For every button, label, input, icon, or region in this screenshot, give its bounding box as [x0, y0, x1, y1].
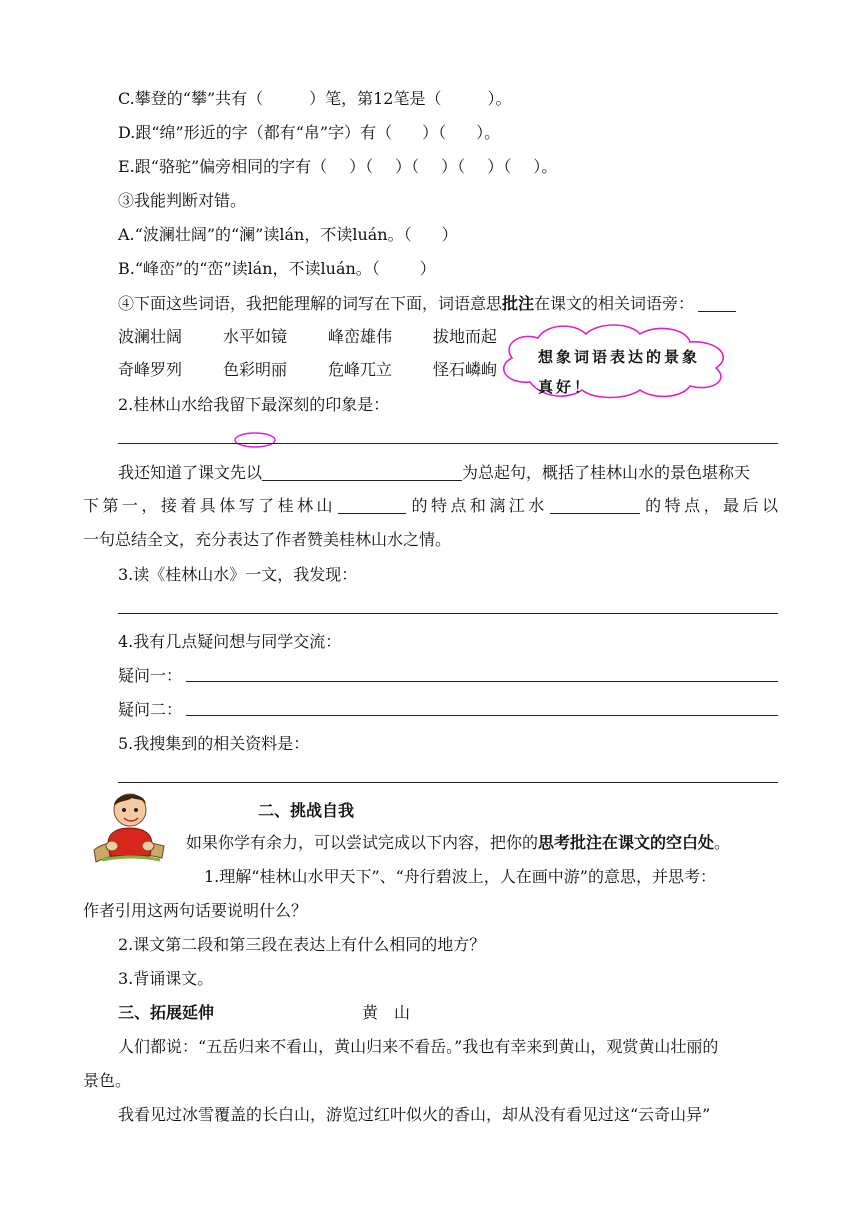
- q3-answer-line[interactable]: [118, 613, 778, 614]
- article-para-2a: 我看见过冰雪覆盖的长白山，游览过红叶似火的香山，却从没有看见过这“云奇山异”: [118, 1105, 711, 1124]
- vocab-row-2: 奇峰罗列 色彩明丽 危峰兀立 怪石嶙峋: [118, 360, 498, 379]
- question-e: E.跟“骆驼”偏旁相同的字有（ ）（ ）（ ）（ ）（ ）。: [118, 157, 558, 176]
- q5-answer-line[interactable]: [118, 782, 778, 783]
- q2-answer-line[interactable]: [118, 443, 778, 444]
- q5-title: 5.我搜集到的相关资料是：: [118, 734, 310, 753]
- cloud-text-box: [508, 342, 734, 396]
- judge-a: A.“波澜壮阔”的“澜”读lán，不读luán。（ ）: [118, 225, 458, 244]
- blank-mountain-feature[interactable]: [338, 495, 406, 514]
- article-para-1b: 景色。: [83, 1071, 132, 1090]
- section-2-item-3: 3.背诵课文。: [118, 969, 214, 988]
- cloud-tail-bubble: [232, 430, 278, 450]
- judge-b: B.“峰峦”的“峦”读lán，不读luán。（ ）: [118, 259, 436, 278]
- vocab-intro: ④下面这些词语，我把能理解的词写在下面，词语意思批注在课文的相关词语旁：: [118, 293, 736, 315]
- section-2-intro: 如果你学有余力，可以尝试完成以下内容，把你的思考批注在课文的空白处。: [186, 833, 731, 852]
- doubt-1-label: 疑问一：: [118, 666, 183, 685]
- section-2-item-1a: 1.理解“桂林山水甲天下”、“舟行碧波上，人在画中游”的意思，并思考：: [204, 867, 716, 886]
- vocab-row-1: 波澜壮阔 水平如镜 峰峦雄伟 拔地而起: [118, 327, 498, 346]
- cloud-text: 想象词语表达的景象真好！: [538, 348, 701, 396]
- section-2-heading: 二、挑战自我: [258, 801, 355, 820]
- article-title: 黄 山: [362, 1003, 411, 1022]
- q4-title: 4.我有几点疑问想与同学交流：: [118, 632, 342, 651]
- q2-para-line3: 一句总结全文，充分表达了作者赞美桂林山水之情。: [83, 530, 452, 549]
- question-d: D.跟“绵”形近的字（都有“帛”字）有（ ）（ ）。: [118, 123, 501, 142]
- judge-title: ③我能判断对错。: [118, 191, 247, 210]
- cartoon-boy-image: [92, 786, 166, 868]
- q2-para-line1: 我还知道了课文先以 为总起句，概括了桂林山水的景色堪称天: [118, 463, 751, 482]
- q2-title: 2.桂林山水给我留下最深刻的印象是：: [118, 395, 390, 414]
- blank-topic-sentence[interactable]: [262, 462, 462, 481]
- section-2-item-2: 2.课文第二段和第三段在表达上有什么相同的地方？: [118, 935, 486, 954]
- article-para-1a: 人们都说：“五岳归来不看山，黄山归来不看岳。”我也有幸来到黄山，观赏黄山壮丽的: [118, 1037, 719, 1056]
- q3-title: 3.读《桂林山水》一文，我发现：: [118, 565, 358, 584]
- doubt-2-line[interactable]: [186, 715, 778, 716]
- doubt-1-line[interactable]: [186, 681, 778, 682]
- question-c: C.攀登的“攀”共有（ ）笔，第12笔是（ ）。: [118, 89, 512, 108]
- vocab-blank: [698, 293, 736, 312]
- doubt-2-label: 疑问二：: [118, 700, 183, 719]
- section-3-heading: 三、拓展延伸: [118, 1003, 215, 1022]
- blank-water-feature[interactable]: [550, 495, 640, 514]
- section-2-item-1b: 作者引用这两句话要说明什么？: [83, 901, 308, 920]
- q2-para-line2: 下第一，接着具体写了桂林山 的特点和漓江水 的特点，最后以: [83, 496, 778, 515]
